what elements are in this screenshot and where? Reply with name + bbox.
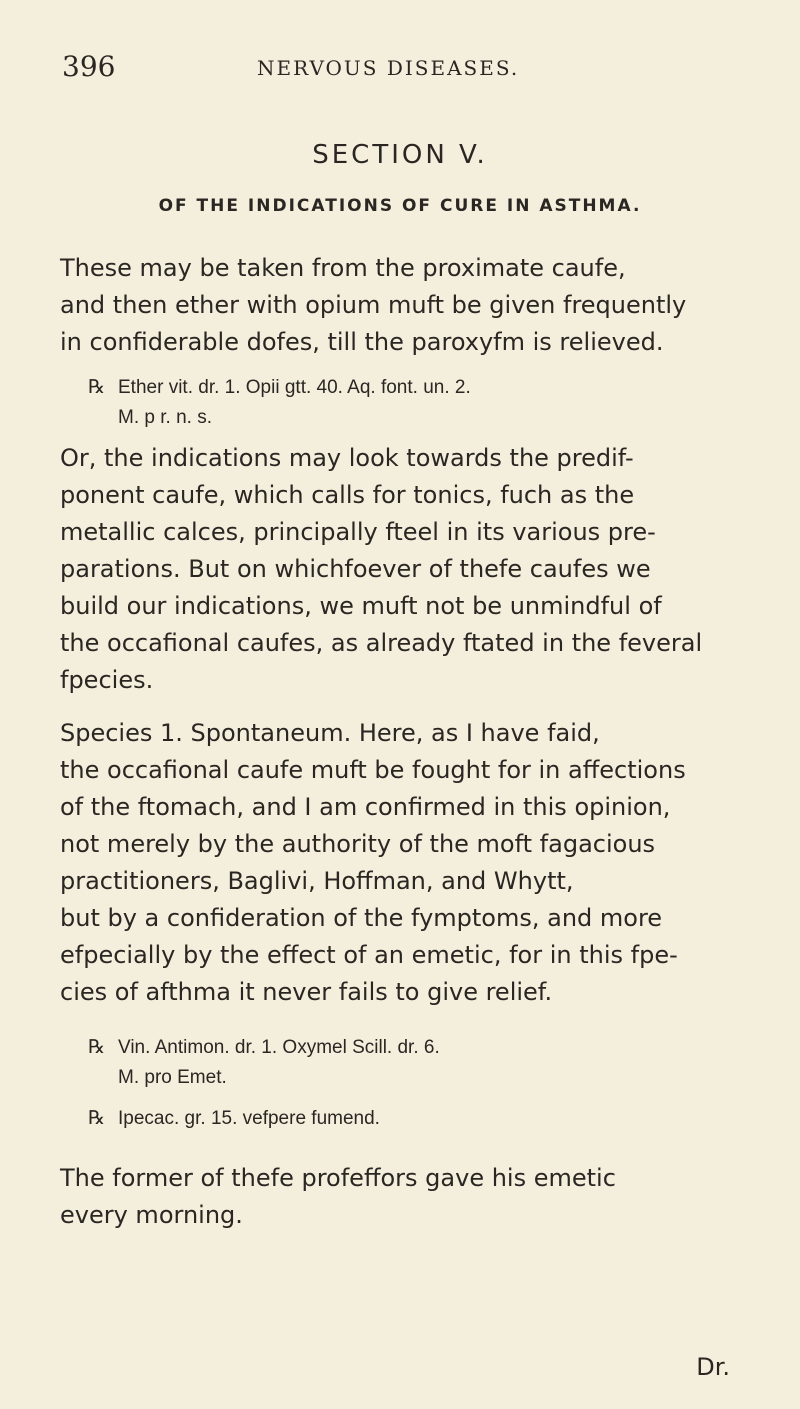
text-line: The former of thefe profeffors gave his emetic (60, 1164, 616, 1192)
section-subtitle: OF THE INDICATIONS OF CURE IN ASTHMA. (158, 196, 642, 216)
page-number: 396 (62, 50, 116, 83)
section-title: SECTION V. (312, 140, 488, 170)
prescription-line: M. pro Emet. (118, 1067, 227, 1088)
text-line: every morning. (60, 1201, 243, 1229)
paragraph-predisponent-cause (60, 440, 750, 699)
prescription-line: Ipecac. gr. 15. vefpere fumend. (118, 1108, 380, 1129)
text-line: ponent caufe, which calls for tonics, fuch as the (60, 481, 635, 509)
text-line: of the ftomach, and I am confirmed in this opinion, (60, 793, 671, 821)
recipe-symbol-icon: ℞ (88, 1036, 106, 1058)
text-line: efpecially by the effect of an emetic, for in this fpe- (60, 941, 678, 969)
prescription-line: Vin. Antimon. dr. 1. Oxymel Scill. dr. 6. (118, 1037, 440, 1058)
prescription-antimony (88, 1032, 748, 1093)
prescription-ipecac (88, 1103, 748, 1134)
text-line: fpecies. (60, 666, 154, 694)
text-line: practitioners, Baglivi, Hoffman, and Whytt, (60, 867, 574, 895)
catchword: Dr. (696, 1353, 730, 1381)
text-line: but by a confideration of the fymptoms, and more (60, 904, 663, 932)
text-line: and then ether with opium muft be given frequently (60, 291, 687, 319)
page-header (62, 50, 730, 90)
recipe-symbol-icon: ℞ (88, 1107, 106, 1129)
running-head: NERVOUS DISEASES. (257, 56, 520, 80)
paragraph-former-professors (60, 1160, 750, 1234)
text-line: build our indications, we muft not be unmindful of (60, 592, 662, 620)
text-line: metallic calces, principally fteel in its various pre- (60, 518, 656, 546)
text-line: Or, the indications may look towards the predif- (60, 444, 634, 472)
prescription-ether (88, 372, 748, 433)
text-line: parations. But on whichfoever of thefe caufes we (60, 555, 651, 583)
text-line: not merely by the authority of the moft fagacious (60, 830, 656, 858)
prescription-line: M. p r. n. s. (118, 407, 212, 428)
text-line: Species 1. Spontaneum. Here, as I have faid, (60, 719, 600, 747)
recipe-symbol-icon: ℞ (88, 376, 106, 398)
text-line: the occafional caufe muft be fought for in affections (60, 756, 686, 784)
prescription-line: Ether vit. dr. 1. Opii gtt. 40. Aq. font. un. 2. (118, 377, 471, 398)
text-line: These may be taken from the proximate caufe, (60, 254, 626, 282)
paragraph-proximate-cause (60, 250, 750, 361)
text-line: in confiderable dofes, till the paroxyfm is relieved. (60, 328, 664, 356)
text-line: cies of afthma it never fails to give relief. (60, 978, 553, 1006)
paragraph-species-spontaneum (60, 715, 750, 1011)
text-line: the occafional caufes, as already ftated in the feveral (60, 629, 703, 657)
